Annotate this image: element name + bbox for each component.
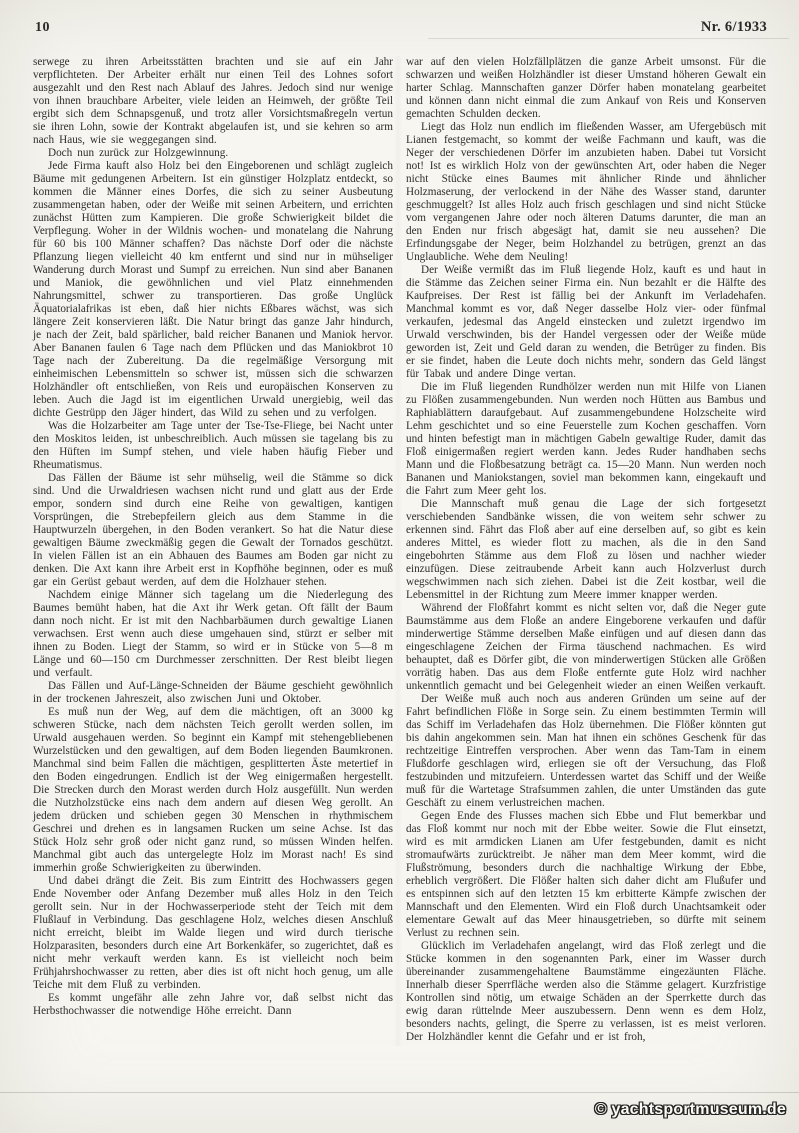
column-gutter — [394, 56, 402, 1046]
page-number: 10 — [35, 20, 50, 35]
paragraph: Glücklich im Verladehafen angelangt, wird das Floß zerlegt und die Stücke kommen in den sogenannten Park, einer im Wasser durch übereinander zusammengehaltene Baumstämme eingezäunten Fläche. Innerhalb dieser Sperrfläche werden also die Stämme gelagert. Kurzfristige Kontrollen sind nötig, um etwaige Schäden an der Sperrkette durch das ewig daran rüttelnde Meer auszubessern. Denn wenn es dem Holz, besonders nachts, gelingt, die Sperre zu verlassen, ist es meist verloren. Der Holzhändler kennt die Gefahr und er ist froh, — [406, 940, 766, 1043]
watermark: © yachtsportmuseum.de — [594, 1101, 786, 1118]
left-column — [33, 56, 393, 1018]
paragraph: Es muß nun der Weg, auf dem die mächtigen, oft an 3000 kg schweren Stücke, nach dem nächsten Teich gerollt werden sollen, im Urwald ausgehauen werden. So beginnt ein Kampf mit stehengebliebenen Wurzelstücken und den gewaltigen, auf dem Boden liegenden Baumkronen. Manchmal sind beim Fallen die mächtigen, gesplitterten Äste metertief in den Boden eingedrungen. Endlich ist der Weg einigermaßen hergestellt. Die Strecken durch den Morast werden durch Holz ausgefüllt. Nun werden die Nutzholzstücke eins nach dem andern auf diesen Weg gerollt. An jedem drücken und schieben gegen 30 Menschen in rhythmischem Geschrei und drehen es in langsamen Rucken um seine Achse. Ist das Stück Holz sehr groß oder nicht ganz rund, so müssen Winden helfen. Manchmal gibt auch das untergelegte Holz im Morast nach! Es sind immerhin große Schwierigkeiten zu überwinden. — [33, 706, 393, 874]
paragraph: Die Mannschaft muß genau die Lage der sich fortgesetzt verschiebenden Sandbänke wissen, die von weitem sehr schwer zu erkennen sind. Fährt das Floß aber auf eine derselben auf, so gibt es kein anderes Mittel, es wieder flott zu machen, als die in den Sand eingebohrten Stämme aus dem Floß zu lösen und nachher wieder einzufügen. Diese zeitraubende Arbeit kann auch Holzverlust durch wegschwimmen nach sich ziehen. Dabei ist die Zeit kostbar, weil die Lebensmittel in der Richtung zum Meere immer knapper werden. — [406, 498, 766, 601]
paragraph: Es kommt ungefähr alle zehn Jahre vor, daß selbst nicht das Herbsthochwasser die notwendige Höhe erreicht. Dann — [33, 992, 393, 1017]
paragraph: Die im Fluß liegenden Rundhölzer werden nun mit Hilfe von Lianen zu Flößen zusammengebunden. Nun werden noch Hütten aus Bambus und Raphiablättern daraufgebaut. Auf zusammengebundene Holzscheite wird Lehm geschichtet und so eine Feuerstelle zum Kochen geschaffen. Vorn und hinten befestigt man in mächtigen Gabeln gewaltige Ruder, damit das Floß einigermaßen regiert werden kann. Jedes Ruder handhaben sechs Mann und die Floßbesatzung beträgt ca. 15—20 Mann. Nun werden noch Bananen und Maniokstangen, soviel man bekommen kann, eingekauft und die Fahrt zum Meer geht los. — [406, 381, 766, 497]
footer-divider — [0, 1092, 799, 1093]
paragraph: Jede Firma kauft also Holz bei den Eingeborenen und schlägt zugleich Bäume mit gedungenen Arbeitern. Ist ein günstiger Holzplatz entdeckt, so kommen die Männer eines Dorfes, die sich zu seiner Ausbeutung zusammengetan haben, oder der Weiße mit seinen Arbeitern, und errichten zunächst Hütten zum Kampieren. Die große Schwierigkeit bildet die Verpflegung. Woher in der Wildnis wochen- und monatelang die Nahrung für 60 bis 100 Männer schaffen? Das nächste Dorf oder die nächste Pflanzung liegen vielleicht 40 km entfernt und sind nur in mühseliger Wanderung durch Morast und Sumpf zu erreichen. Nun sind aber Bananen und Maniok, die gewöhnlichen und viel Platz einnehmenden Nahrungsmittel, schwer zu transportieren. Das große Unglück Äquatorialafrikas ist eben, daß hier nichts Eßbares wächst, was sich längere Zeit konservieren läßt. Die Natur bringt das ganze Jahr hindurch, je nach der Zeit, bald spärlicher, bald reicher Bananen und Maniok hervor. Aber Bananen faulen 6 Tage nach dem Pflücken und das Maniokbrot 10 Tage nach der Zubereitung. Da die regelmäßige Versorgung mit einheimischen Lebensmitteln so schwer ist, müssen sich die schwarzen Holzhändler oft entschließen, von Reis und europäischen Konserven zu leben. Auch die Jagd ist im eigentlichen Urwald unergiebig, weil das dichte Gestrüpp den Jäger hindert, das Wild zu sehen und zu verfolgen. — [33, 160, 393, 419]
header-divider — [428, 38, 789, 39]
paragraph: Der Weiße vermißt das im Fluß liegende Holz, kauft es und haut in die Stämme das Zeichen seiner Firma ein. Nun bezahlt er die Hälfte des Kaufpreises. Der Rest ist fällig bei der Ankunft im Verladehafen. Manchmal kommt es vor, daß Neger dasselbe Holz vier- oder fünfmal verkaufen, jedesmal das Angeld einstecken und zuletzt irgendwo im Urwald verschwinden, bis der Handel vergessen oder der Weiße müde geworden ist, Zeit und Geld daran zu wenden, die Betrüger zu finden. Bis er sie findet, haben die Leute doch nichts mehr, sondern das Geld längst für Tabak und andere Dinge vertan. — [406, 264, 766, 380]
paragraph: Während der Floßfahrt kommt es nicht selten vor, daß die Neger gute Baumstämme aus dem Floße an andere Eingeborene verkaufen und dafür minderwertige Stämme derselben Maße einfügen und auf diesen dann das eingeschlagene Zeichen der Firma täuschend nachmachen. Es wird behauptet, daß es Dörfer gibt, die von minderwertigen Stücken alle Größen vorrätig haben. Das aus dem Floße entfernte gute Holz wird nachher unkenntlich gemacht und bei Gelegenheit wieder an einen Weißen verkauft. — [406, 602, 766, 692]
paragraph: Liegt das Holz nun endlich im fließenden Wasser, am Ufergebüsch mit Lianen festgemacht, so kommt der weiße Fachmann und kauft, was die Neger der verschiedenen Dörfer im anzubieten haben. Dabei tut Vorsicht not! Ist es wirklich Holz von der gewünschten Art, oder haben die Neger nicht Stücke eines Baumes mit ähnlicher Rinde und ähnlicher Holzmaserung, der verlockend in der Nähe des Wasser stand, darunter geschmuggelt? Ist alles Holz auch frisch geschlagen und sind nicht Stücke vom vergangenen Jahre oder noch älteren Datums darunter, die man an den Enden nur frisch abgesägt hat, damit sie neu aussehen? Die Erfindungsgabe der Neger, beim Holzhandel zu betrügen, grenzt an das Unglaubliche. Wehe dem Neuling! — [406, 121, 766, 263]
paragraph: Nachdem einige Männer sich tagelang um die Niederlegung des Baumes bemüht haben, hat die Axt ihr Werk getan. Oft fällt der Baum dann noch nicht. Er ist mit den Nachbarbäumen durch gewaltige Lianen verwachsen. Erst wenn auch diese umgehauen sind, stürzt er selber mit ihnen zu Boden. Liegt der Stamm, so wird er in Stücke von 5—8 m Länge und 60—150 cm Durchmesser zerschnitten. Der Rest bleibt liegen und verfault. — [33, 589, 393, 679]
paragraph: war auf den vielen Holzfällplätzen die ganze Arbeit umsonst. Für die schwarzen und weißen Holzhändler ist dieser Umstand höheren Gewalt ein harter Schlag. Mannschaften ganzer Dörfer haben monatelang gearbeitet und können dann nicht einmal die zum Ankauf von Reis und Konserven gemachten Schulden decken. — [406, 56, 766, 120]
paragraph: Gegen Ende des Flusses machen sich Ebbe und Flut bemerkbar und das Floß kommt nur noch mit der Ebbe weiter. Sowie die Flut einsetzt, wird es mit armdicken Lianen am Ufer festgebunden, damit es nicht stromaufwärts zurücktreibt. Je näher man dem Meer kommt, wird die Flußströmung, besonders durch die nachhaltige Wirkung der Ebbe, erheblich vergrößert. Die Flößer halten sich daher dicht am Flußufer und es entspinnen sich auf den letzten 15 km erbitterte Kämpfe zwischen der Mannschaft und den Elementen. Wird ein Floß durch Unachtsamkeit oder elementare Gewalt auf das Meer hinausgetrieben, so dürfte mit seinem Verlust zu rechnen sein. — [406, 810, 766, 939]
paragraph: Was die Holzarbeiter am Tage unter der Tse-Tse-Fliege, bei Nacht unter den Moskitos leiden, ist unbeschreiblich. Auch müssen sie tagelang bis zu den Hüften im Sumpf stehen, und viele haben häufig Fieber und Rheumatismus. — [33, 420, 393, 471]
right-column — [406, 56, 766, 1044]
paragraph: Der Weiße muß auch noch aus anderen Gründen um seine auf der Fahrt befindlichen Flöße in Sorge sein. Zu einem bestimmten Termin will das Schiff im Verladehafen das Holz übernehmen. Die Flößer könnten gut bis dahin angekommen sein. Man hat ihnen ein schönes Geschenk für das rechtzeitige Eintreffen versprochen. Aber wenn das Tam-Tam in einem Flußdorfe geschlagen wird, erliegen sie oft der Versuchung, das Floß festzubinden und mitzufeiern. Unterdessen wartet das Schiff und der Weiße muß für die Wartetage Strafsummen zahlen, die unter Umständen das gute Geschäft zu einem verlustreichen machen. — [406, 693, 766, 809]
paragraph: Das Fällen und Auf-Länge-Schneiden der Bäume geschieht gewöhnlich in der trockenen Jahreszeit, also zwischen Juni und Oktober. — [33, 680, 393, 705]
paragraph: Das Fällen der Bäume ist sehr mühselig, weil die Stämme so dick sind. Und die Urwaldriesen wachsen nicht rund und glatt aus der Erde empor, sondern sind durch eine Reihe von gewaltigen, kantigen Vorsprüngen, die Strebepfeilern gleich aus dem Stamme in die Hauptwurzeln übergehen, in den Boden verankert. So hat die Natur diese gewaltigen Bäume zweckmäßig gegen die Gewalt der Tornados geschützt. In vielen Fällen ist an ein Abhauen des Baumes am Boden gar nicht zu denken. Die Axt kann ihre Arbeit erst in Kopfhöhe beginnen, oder es muß gar ein Gerüst gebaut werden, auf dem die Holzhauer stehen. — [33, 472, 393, 588]
paragraph: serwege zu ihren Arbeitsstätten brachten und sie auf ein Jahr verpflichteten. Der Arbeiter erhält nur einen Teil des Lohnes sofort ausgezahlt und den Rest nach Ablauf des Jahres. Jedoch sind nur wenige von ihnen brauchbare Arbeiter, viele leiden an Heimweh, der größte Teil ergibt sich dem Schnapsgenuß, und trotz aller Vorsichtsmaßregeln vertun sie ihren Lohn, sowie der Kontrakt abgelaufen ist, und sie kehren so arm nach Haus, wie sie weggegangen sind. — [33, 56, 393, 146]
issue-number: Nr. 6/1933 — [700, 19, 767, 35]
paragraph: Und dabei drängt die Zeit. Bis zum Eintritt des Hochwassers gegen Ende November oder Anfang Dezember muß alles Holz in den Teich gerollt sein. Nur in der Hochwasserperiode steht der Teich mit dem Flußlauf in Verbindung. Das geschlagene Holz, welches diesen Anschluß nicht erreicht, bleibt im Walde liegen und wird durch tierische Holzparasiten, besonders durch eine Art Borkenkäfer, so zugerichtet, daß es nicht mehr verkauft werden kann. Es ist vielleicht noch beim Frühjahrshochwasser zu retten, aber dies ist oft nicht hoch genug, um alle Teiche mit dem Fluß zu verbinden. — [33, 875, 393, 991]
paragraph: Doch nun zurück zur Holzgewinnung. — [48, 147, 229, 159]
